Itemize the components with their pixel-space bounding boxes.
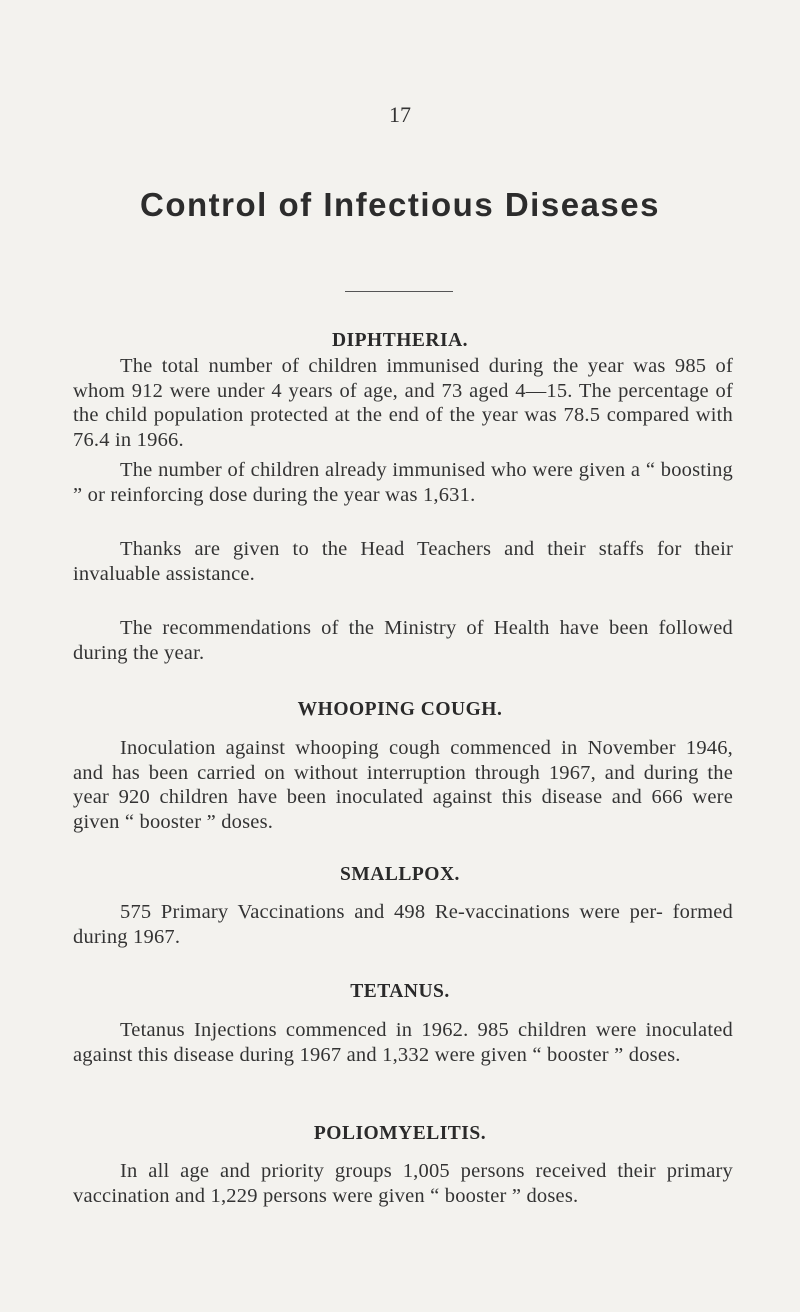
page-number: 17 — [389, 102, 411, 127]
section-heading-poliomyelitis: POLIOMYELITIS. — [313, 1123, 487, 1144]
diphtheria-paragraph-2: The number of children already immunised who were given a “ boosting ” or reinforcing dose during the year was 1,631. — [73, 459, 733, 506]
tetanus-paragraph: Tetanus Injections commenced in 1962. 985 children were inoculated against this disease during 1967 and 1,332 were given “ booster ” doses. — [73, 1019, 733, 1066]
smallpox-paragraph: 575 Primary Vaccinations and 498 Re-vaccinations were per- formed during 1967. — [73, 901, 733, 948]
section-heading-tetanus: TETANUS. — [350, 981, 450, 1002]
diphtheria-paragraph-1: The total number of children immunised during the year was 985 of whom 912 were under 4 years of age, and 73 aged 4—15. The percentage of the child population protected at the end of the year was 78.5 compared with 76.4 in 1966. — [73, 355, 733, 451]
poliomyelitis-paragraph: In all age and priority groups 1,005 persons received their primary vaccination and 1,229 persons were given “ booster ” doses. — [73, 1160, 733, 1207]
section-heading-whooping-cough: WHOOPING COUGH. — [297, 699, 503, 720]
section-heading-diphtheria: DIPHTHERIA. — [331, 330, 469, 351]
diphtheria-paragraph-4: The recommendations of the Ministry of Health have been followed during the year. — [73, 617, 733, 664]
whooping-cough-paragraph: Inoculation against whooping cough commenced in November 1946, and has been carried on without interruption through 1967, and during the year 920 children have been inoculated against this disease and 666 were given “ booster ” doses. — [73, 737, 733, 833]
page-title: Control of Infectious Diseases — [140, 186, 660, 223]
diphtheria-paragraph-3: Thanks are given to the Head Teachers and their staffs for their invaluable assistance. — [73, 538, 733, 585]
title-divider — [345, 291, 453, 292]
section-heading-smallpox: SMALLPOX. — [340, 864, 460, 885]
